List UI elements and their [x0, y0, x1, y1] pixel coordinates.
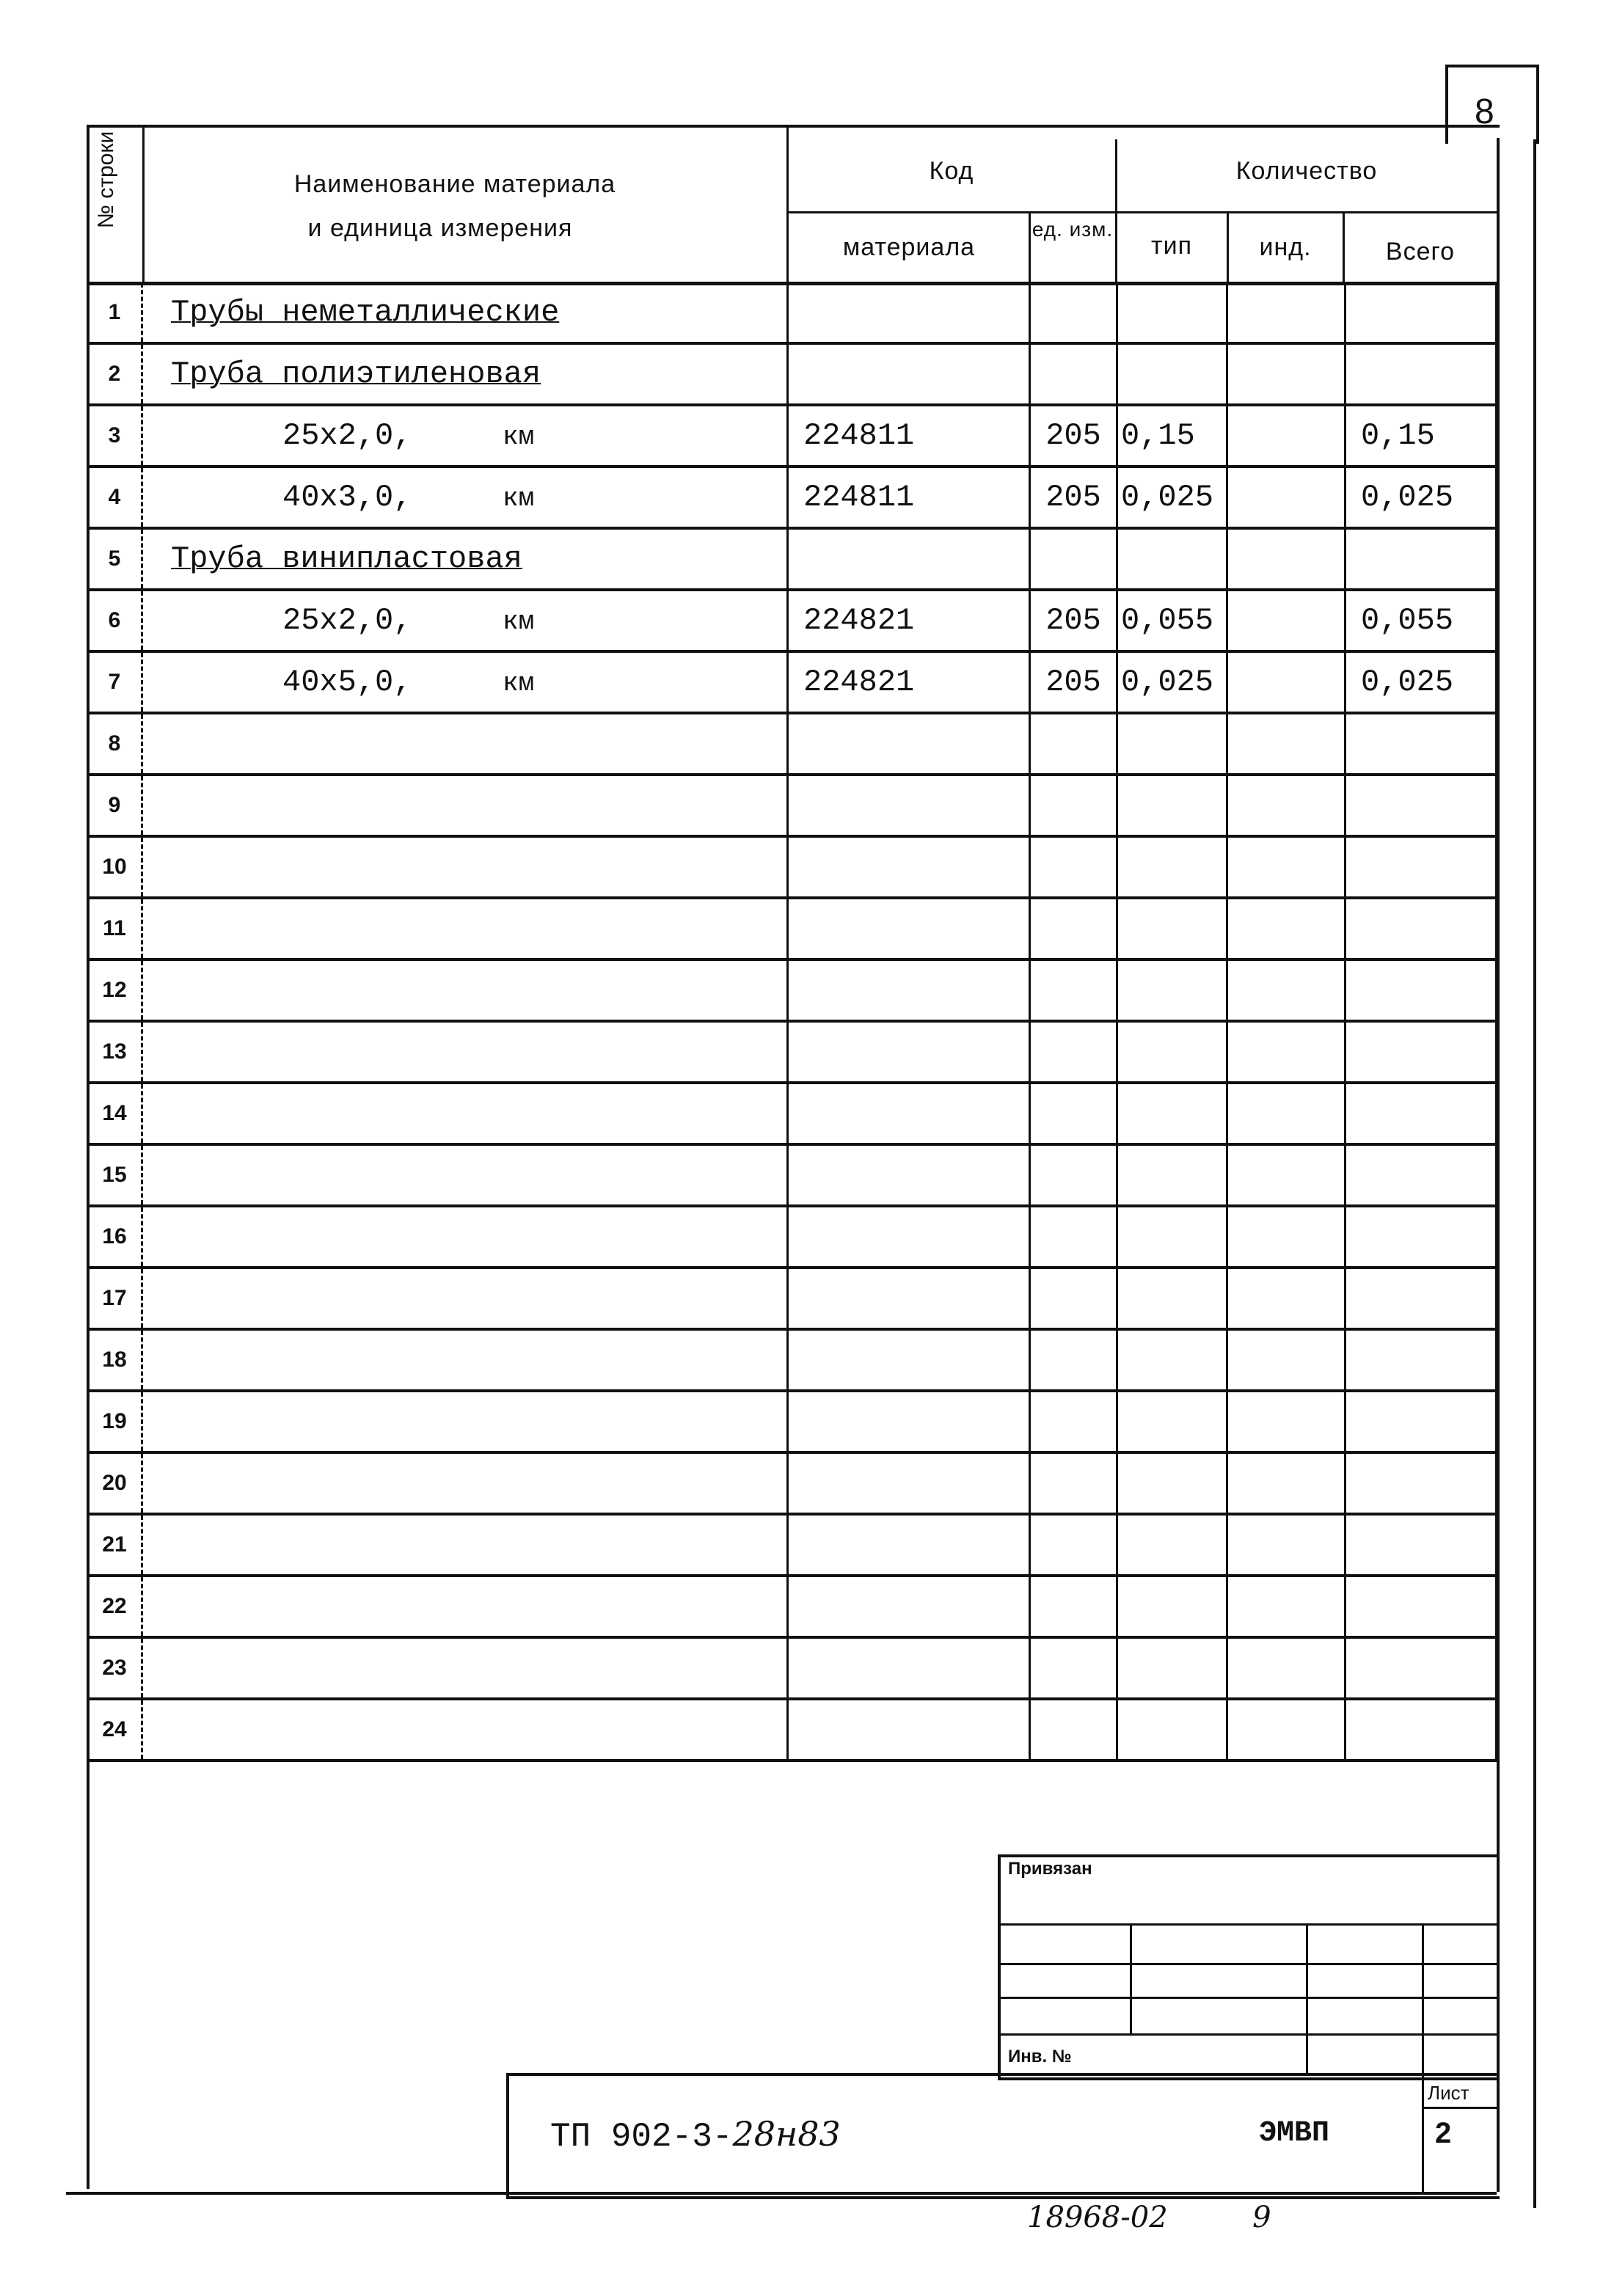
stamp-divider — [1306, 1923, 1308, 2074]
material-name-cell — [142, 1083, 788, 1144]
quantity-ind — [1227, 898, 1345, 959]
code-group-header: Код — [929, 157, 974, 185]
row-number: 12 — [88, 959, 142, 1021]
row-number: 23 — [88, 1637, 142, 1699]
row-number: 8 — [88, 713, 142, 775]
unit-code — [1030, 713, 1117, 775]
table-row — [88, 343, 1497, 405]
material-name-cell — [142, 959, 788, 1021]
table-row — [88, 1329, 1497, 1391]
material-code — [788, 1021, 1030, 1083]
row-number: 7 — [88, 651, 142, 713]
quantity-total — [1345, 1452, 1497, 1514]
material-code — [788, 775, 1030, 836]
row-number: 1 — [88, 283, 142, 343]
quantity-type — [1117, 528, 1227, 590]
material-name-cell — [142, 1514, 788, 1576]
code-material-header: материала — [842, 233, 976, 261]
quantity-ind — [1227, 651, 1345, 713]
row-number: 2 — [88, 343, 142, 405]
material-name-cell — [142, 1637, 788, 1699]
quantity-ind — [1227, 959, 1345, 1021]
material-code: 224821 — [788, 651, 1030, 713]
unit-code: 205 — [1030, 590, 1117, 651]
unit-code — [1030, 1021, 1117, 1083]
unit-code: 205 — [1030, 467, 1117, 528]
row-number: 3 — [88, 405, 142, 467]
unit-code — [1030, 1083, 1117, 1144]
code-unit-header: ед. изм. — [1031, 218, 1114, 241]
quantity-ind — [1227, 1268, 1345, 1329]
quantity-type: 0,025 — [1117, 651, 1227, 713]
quantity-total-header: Всего — [1385, 238, 1456, 266]
quantity-ind — [1227, 1083, 1345, 1144]
material-name-cell — [142, 1329, 788, 1391]
quantity-ind — [1227, 1699, 1345, 1761]
quantity-type — [1117, 713, 1227, 775]
quantity-ind — [1227, 1391, 1345, 1452]
quantity-ind — [1227, 713, 1345, 775]
table-row — [88, 405, 1497, 467]
quantity-total — [1345, 1021, 1497, 1083]
unit-name: км — [503, 422, 535, 452]
material-code: 224811 — [788, 467, 1030, 528]
material-code — [788, 1144, 1030, 1206]
row-number: 11 — [88, 898, 142, 959]
material-name-cell — [142, 590, 788, 651]
material-code — [788, 528, 1030, 590]
material-code — [788, 1206, 1030, 1268]
unit-code — [1030, 1514, 1117, 1576]
quantity-total — [1345, 1329, 1497, 1391]
row-number: 10 — [88, 836, 142, 898]
quantity-ind — [1227, 405, 1345, 467]
table-row — [88, 959, 1497, 1021]
row-number: 14 — [88, 1083, 142, 1144]
table-row — [88, 1637, 1497, 1699]
row-number: 22 — [88, 1576, 142, 1637]
table-row — [88, 1083, 1497, 1144]
quantity-type — [1117, 1391, 1227, 1452]
quantity-total — [1345, 1514, 1497, 1576]
name-header-line1: Наименование материала — [293, 170, 616, 198]
material-name-cell — [142, 898, 788, 959]
frame-outer-rule — [1533, 139, 1536, 2208]
table-row — [88, 1391, 1497, 1452]
material-code — [788, 836, 1030, 898]
material-name: Труба полиэтиленовая — [171, 357, 541, 392]
table-row — [88, 1021, 1497, 1083]
unit-code — [1030, 836, 1117, 898]
quantity-type — [1117, 343, 1227, 405]
pipe-size: 25х2,0, — [282, 418, 412, 453]
material-code — [788, 1083, 1030, 1144]
row-number: 17 — [88, 1268, 142, 1329]
quantity-type — [1117, 1268, 1227, 1329]
material-name-cell — [142, 713, 788, 775]
unit-code — [1030, 343, 1117, 405]
table-row — [88, 775, 1497, 836]
quantity-ind — [1227, 1144, 1345, 1206]
title-block-divider — [1422, 2073, 1424, 2193]
quantity-total — [1345, 1391, 1497, 1452]
quantity-total: 0,025 — [1345, 467, 1497, 528]
quantity-group-header: Количество — [1235, 157, 1378, 185]
material-name-cell — [142, 1391, 788, 1452]
material-name-cell — [142, 1144, 788, 1206]
table-row — [88, 467, 1497, 528]
quantity-total — [1345, 1083, 1497, 1144]
quantity-type — [1117, 1206, 1227, 1268]
archive-number — [1027, 2201, 1271, 2234]
unit-name: км — [503, 607, 535, 637]
material-name-cell — [142, 343, 788, 405]
document-code-typed: ТП 902-3- — [550, 2118, 733, 2156]
unit-code — [1030, 1637, 1117, 1699]
table-row — [88, 1576, 1497, 1637]
material-code — [788, 1637, 1030, 1699]
quantity-total — [1345, 713, 1497, 775]
quantity-type — [1117, 898, 1227, 959]
pipe-size: 25х2,0, — [282, 603, 412, 638]
material-name-cell — [142, 1452, 788, 1514]
quantity-type — [1117, 1576, 1227, 1637]
quantity-ind — [1227, 590, 1345, 651]
bottom-rule — [66, 2192, 1497, 2195]
table-row — [88, 1514, 1497, 1576]
quantity-total — [1345, 1144, 1497, 1206]
pipe-size: 40х3,0, — [282, 480, 412, 515]
quantity-total — [1345, 283, 1497, 343]
material-name-cell — [142, 283, 788, 343]
row-number: 6 — [88, 590, 142, 651]
quantity-total: 0,025 — [1345, 651, 1497, 713]
header-divider — [786, 126, 789, 283]
row-number: 5 — [88, 528, 142, 590]
table-row — [88, 1699, 1497, 1761]
unit-code — [1030, 1329, 1117, 1391]
table-row — [88, 528, 1497, 590]
table-row — [88, 590, 1497, 651]
material-name: Труба винипластовая — [171, 541, 522, 577]
quantity-type — [1117, 1083, 1227, 1144]
row-number: 24 — [88, 1699, 142, 1761]
material-code — [788, 283, 1030, 343]
quantity-total — [1345, 836, 1497, 898]
quantity-total — [1345, 1576, 1497, 1637]
quantity-type-header: тип — [1151, 232, 1192, 260]
materials-table — [88, 283, 1497, 1762]
quantity-ind — [1227, 1206, 1345, 1268]
material-code — [788, 1391, 1030, 1452]
unit-code: 205 — [1030, 405, 1117, 467]
quantity-type — [1117, 775, 1227, 836]
row-number: 19 — [88, 1391, 142, 1452]
quantity-total — [1345, 528, 1497, 590]
material-code — [788, 1329, 1030, 1391]
quantity-total: 0,055 — [1345, 590, 1497, 651]
approval-stamp — [998, 1854, 1500, 2080]
material-name-cell — [142, 467, 788, 528]
stamp-divider — [1130, 1923, 1132, 2035]
quantity-ind — [1227, 467, 1345, 528]
row-number-header: № строки — [94, 131, 118, 229]
material-code: 224821 — [788, 590, 1030, 651]
quantity-type — [1117, 1144, 1227, 1206]
material-code — [788, 1452, 1030, 1514]
document-code-handwritten: 28н83 — [732, 2114, 841, 2154]
material-name-cell — [142, 651, 788, 713]
title-block-rule — [1422, 2107, 1497, 2109]
unit-code — [1030, 1452, 1117, 1514]
unit-code — [1030, 898, 1117, 959]
unit-code — [1030, 1576, 1117, 1637]
quantity-ind — [1227, 283, 1345, 343]
row-number: 18 — [88, 1329, 142, 1391]
material-name-cell — [142, 1206, 788, 1268]
unit-name: км — [503, 668, 535, 698]
quantity-type — [1117, 1021, 1227, 1083]
unit-code — [1030, 1144, 1117, 1206]
material-name-cell — [142, 405, 788, 467]
material-name-cell — [142, 836, 788, 898]
material-code — [788, 1576, 1030, 1637]
quantity-total — [1345, 1206, 1497, 1268]
unit-code: 205 — [1030, 651, 1117, 713]
row-number: 9 — [88, 775, 142, 836]
document-code — [550, 2114, 841, 2156]
sheet-label: Лист — [1428, 2082, 1469, 2104]
material-code — [788, 1514, 1030, 1576]
quantity-total — [1345, 775, 1497, 836]
table-row — [88, 651, 1497, 713]
unit-code — [1030, 1391, 1117, 1452]
material-name-cell — [142, 1021, 788, 1083]
sheet-code: ЭМВП — [1259, 2117, 1330, 2150]
page-number: 8 — [1475, 92, 1494, 131]
quantity-total — [1345, 1699, 1497, 1761]
quantity-type: 0,025 — [1117, 467, 1227, 528]
material-name-cell — [142, 775, 788, 836]
quantity-ind — [1227, 1329, 1345, 1391]
quantity-ind — [1227, 1576, 1345, 1637]
quantity-ind — [1227, 836, 1345, 898]
quantity-type — [1117, 836, 1227, 898]
quantity-ind — [1227, 775, 1345, 836]
quantity-type: 0,15 — [1117, 405, 1227, 467]
quantity-total — [1345, 959, 1497, 1021]
inventory-number-label: Инв. № — [1008, 2047, 1072, 2066]
stamp-divider — [1422, 1923, 1424, 2074]
unit-name: км — [503, 483, 535, 513]
archive-page: 9 — [1252, 2201, 1271, 2234]
row-number: 21 — [88, 1514, 142, 1576]
table-row — [88, 1206, 1497, 1268]
row-number: 13 — [88, 1021, 142, 1083]
unit-code — [1030, 775, 1117, 836]
material-name-cell — [142, 528, 788, 590]
quantity-type — [1117, 1699, 1227, 1761]
sheet-number: 2 — [1435, 2117, 1452, 2149]
pipe-size: 40х5,0, — [282, 665, 412, 700]
tied-label: Привязан — [1008, 1859, 1092, 1879]
table-row — [88, 283, 1497, 343]
quantity-ind-header: инд. — [1259, 233, 1312, 261]
unit-code — [1030, 1268, 1117, 1329]
quantity-type — [1117, 1452, 1227, 1514]
material-code — [788, 1699, 1030, 1761]
table-row — [88, 898, 1497, 959]
material-code: 224811 — [788, 405, 1030, 467]
quantity-ind — [1227, 343, 1345, 405]
material-code — [788, 343, 1030, 405]
material-name-cell — [142, 1699, 788, 1761]
quantity-ind — [1227, 1514, 1345, 1576]
quantity-ind — [1227, 1021, 1345, 1083]
quantity-ind — [1227, 1452, 1345, 1514]
quantity-total: 0,15 — [1345, 405, 1497, 467]
row-number: 4 — [88, 467, 142, 528]
unit-code — [1030, 528, 1117, 590]
material-code — [788, 713, 1030, 775]
table-row — [88, 713, 1497, 775]
name-header-line2: и единица измерения — [307, 214, 573, 242]
table-row — [88, 1268, 1497, 1329]
material-name-cell — [142, 1268, 788, 1329]
header-divider — [786, 211, 1497, 213]
material-code — [788, 1268, 1030, 1329]
quantity-total — [1345, 1637, 1497, 1699]
quantity-type — [1117, 1637, 1227, 1699]
material-code — [788, 959, 1030, 1021]
unit-code — [1030, 283, 1117, 343]
quantity-total — [1345, 343, 1497, 405]
quantity-type — [1117, 1329, 1227, 1391]
unit-code — [1030, 1699, 1117, 1761]
table-row — [88, 1452, 1497, 1514]
table-row — [88, 1144, 1497, 1206]
material-name: Трубы неметаллические — [171, 295, 560, 330]
table-row — [88, 836, 1497, 898]
quantity-type — [1117, 283, 1227, 343]
material-code — [788, 898, 1030, 959]
header-divider — [142, 126, 145, 283]
quantity-ind — [1227, 528, 1345, 590]
unit-code — [1030, 959, 1117, 1021]
quantity-total — [1345, 1268, 1497, 1329]
row-number: 20 — [88, 1452, 142, 1514]
row-number: 15 — [88, 1144, 142, 1206]
quantity-type: 0,055 — [1117, 590, 1227, 651]
archive-code: 18968-02 — [1027, 2201, 1168, 2234]
material-name-cell — [142, 1576, 788, 1637]
quantity-type — [1117, 959, 1227, 1021]
row-number: 16 — [88, 1206, 142, 1268]
quantity-ind — [1227, 1637, 1345, 1699]
unit-code — [1030, 1206, 1117, 1268]
quantity-type — [1117, 1514, 1227, 1576]
quantity-total — [1345, 898, 1497, 959]
